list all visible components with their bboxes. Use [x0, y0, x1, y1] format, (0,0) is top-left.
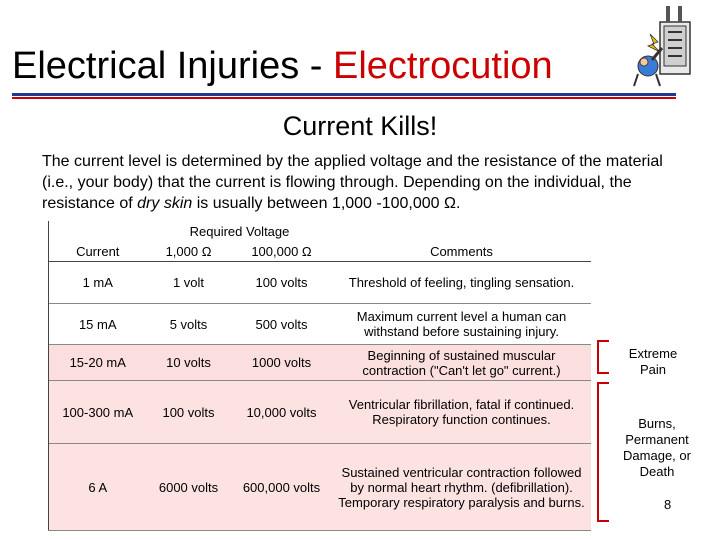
burns-bracket — [597, 382, 609, 522]
cell-voltage-100000: 10,000 volts — [231, 381, 333, 444]
cell-voltage-1000: 1 volt — [147, 262, 231, 304]
page-number: 8 — [664, 497, 672, 512]
table-header-row — [49, 241, 591, 262]
cell-current: 15 mA — [49, 304, 147, 345]
title-accent: Electrocution — [332, 45, 553, 87]
header-current: Current — [49, 241, 147, 262]
header-100000-ohm: 100,000 Ω — [251, 243, 312, 259]
cell-voltage-100000: 500 volts — [231, 304, 333, 345]
title-main: Electrical Injuries - — [12, 45, 333, 87]
cell-current: 1 mA — [49, 262, 147, 304]
extreme-pain-bracket — [597, 340, 609, 374]
cell-voltage-1000: 10 volts — [147, 345, 231, 381]
intro-after: is usually between 1,000 -100,000 Ω. — [192, 195, 461, 212]
table-row — [49, 304, 591, 345]
table-row — [49, 444, 591, 531]
cell-voltage-1000: 5 volts — [147, 304, 231, 345]
extreme-pain-label: Extreme Pain — [628, 346, 678, 377]
burns-label: Burns, Permanent Damage, or Death — [623, 416, 691, 479]
electrocution-clipart-icon — [630, 4, 702, 94]
required-voltage-row — [49, 221, 591, 241]
header-comments: Comments — [430, 243, 493, 259]
table-row — [49, 262, 591, 304]
title-rule-red — [12, 97, 676, 99]
cell-comment: Maximum current level a human can withstand before sustaining injury. — [333, 304, 591, 345]
table-row — [49, 345, 591, 381]
intro-paragraph — [42, 151, 694, 214]
cell-current: 100-300 mA — [49, 381, 147, 444]
cell-voltage-100000: 100 volts — [231, 262, 333, 304]
cell-comment: Ventricular fibrillation, fatal if continued. Respiratory function continues. — [333, 381, 591, 444]
cell-voltage-100000: 600,000 volts — [231, 444, 333, 531]
cell-voltage-100000: 1000 volts — [231, 345, 333, 381]
cell-comment: Beginning of sustained muscular contraction ("Can't let go" current.) — [333, 345, 591, 381]
cell-comment: Threshold of feeling, tingling sensation. — [333, 262, 591, 304]
cell-voltage-1000: 100 volts — [147, 381, 231, 444]
table-row — [49, 381, 591, 444]
header-1000-ohm: 1,000 Ω — [165, 243, 212, 259]
subtitle: Current Kills! — [282, 111, 438, 141]
cell-current: 6 A — [49, 444, 147, 531]
cell-comment: Sustained ventricular contraction followed by normal heart rhythm. (defibrillation). Temporary respiratory paralysis and burns. — [333, 444, 591, 531]
slide-title — [12, 44, 553, 88]
cell-current: 15-20 mA — [49, 345, 147, 381]
current-table — [48, 221, 591, 531]
intro-emphasis: dry skin — [137, 195, 193, 212]
cell-voltage-1000: 6000 volts — [147, 444, 231, 531]
intro-before: The current level is determined by the applied voltage and the resistance of the material (i.e., your body) that the current is flowing through. Depending on the individual, the resistance of — [42, 153, 663, 212]
required-voltage-header: Required Voltage — [189, 223, 290, 239]
title-rule-blue — [12, 93, 676, 96]
